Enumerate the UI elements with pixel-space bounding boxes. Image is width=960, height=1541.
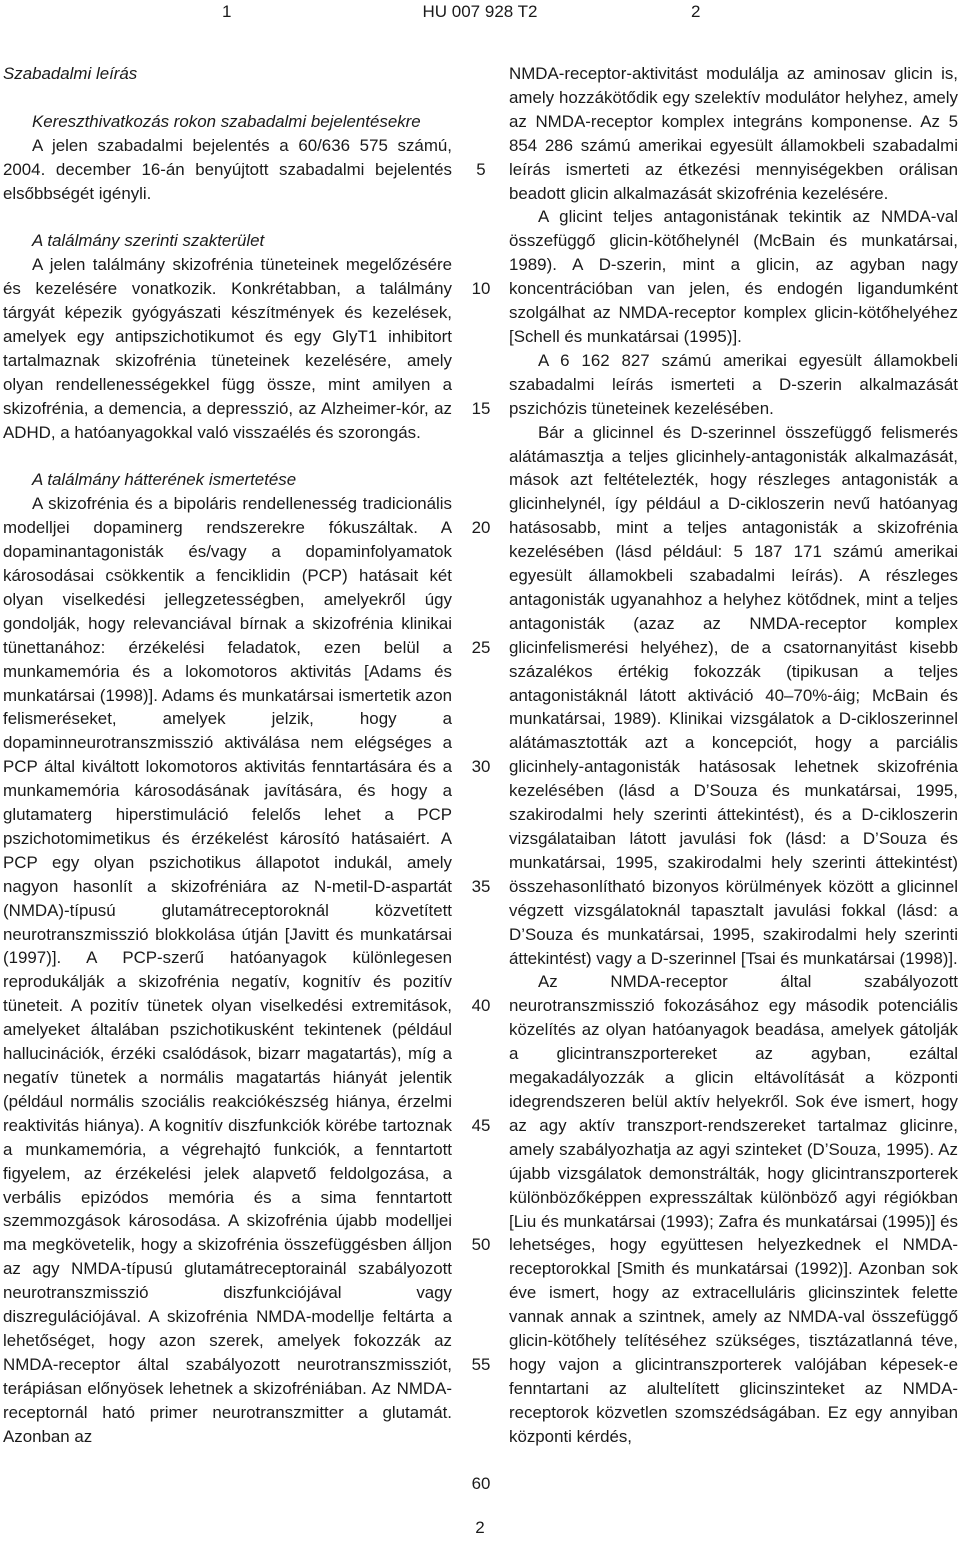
right-paragraph-4: Bár a glicinnel és D-szerinnel összefüggő felismerés alátámasztja a teljes glicinhely-antagonisták alkalmazását, mások azt feltételezték, hogy részleges antagonisták a glicinhelynél, így például a D-cikloszerin nevű hatóanyag hatásosabb, mint a teljes antagonisták a skizofrénia kezelésében (lásd például: 5 187 171 számú amerikai egyesült államokbeli szabadalmi leírás). A részleges antagonisták ugyanahhoz a helyhez kötődnek, mint a teljes antagonisták (azaz az NMDA-receptor komplex glicinfelismerési helyéhez), de a csatornanyitást kisebb százalékos értékig fokozzák (tipikusan a teljes antagonistáknál látott aktiváció 40–70%-áig; McBain és munkatársai, 1989). Klinikai vizsgálatok a D-cikloszerinnel alátámasztották azt a koncepciót, hogy a parciális glicinhely-antagonisták hatásosak lehetnek skizofrénia kezelésében (lásd a D’Souza és munkatársai, 1995, szakirodalmi hely szerinti áttekintést), és a D-cikloszerin vizsgálataiban látott javulási fok (lásd: a D’Souza és munkatársai, 1995, szakirodalmi hely szerinti áttekintést) összehasonlítható bizonyos körülmények között a glicinnel végzett vizsgálatoknál tapasztalt javulási fokkal (lásd: a D’Souza és munkatársai, 1995, szakirodalmi hely szerinti áttekintést) vagy a D-szerinnel [Tsai és munkatársai (1998)]. [509, 422, 958, 968]
line-number: 20 [471, 518, 491, 538]
patent-number: HU 007 928 T2 [422, 2, 538, 21]
cross-reference-heading: Kereszthivatkozás rokon szabadalmi bejelentésekre [32, 111, 421, 131]
page-footer-number: 2 [475, 1518, 485, 1537]
line-number: 10 [471, 279, 491, 299]
line-number: 25 [471, 637, 491, 657]
left-column [3, 62, 452, 1449]
field-text: A jelen találmány skizofrénia tüneteinek megelőzésére és kezelésére vonatkozik. Konkrétabban, a találmány tárgyát képezik gyógyászati készítmények és kezelések, amelyek egy antipszichotikumot és egy GlyT1 inhibitort tartalmaznak skizofrénia tüneteinek kezelésére, amely olyan rendellenességekkel függ össze, mint amilyen a skizofrénia, a demencia, a depresszió, az Alzheimer-kór, az ADHD, a hatóanyagokkal való visszaélés és szorongás. [3, 255, 452, 442]
document-title: Szabadalmi leírás [3, 64, 138, 83]
cross-reference-text: A jelen szabadalmi bejelentés a 60/636 575 számú, 2004. december 16-án benyújtott szabadalmi bejelentés elsőbbségét igényli. [3, 135, 452, 203]
line-number: 50 [471, 1235, 491, 1255]
page-header [0, 0, 960, 24]
background-heading: A találmány hátterének ismertetése [32, 470, 297, 490]
background-text: A skizofrénia és a bipoláris rendellenesség tradicionális modelljei dopaminerg rendszerekre fókuszáltak. A dopaminantagonisták és/vagy a dopaminfolyamatok károsodásai csökkentik a fenciklidin (PCP) hatásait két olyan viselkedési jellegzetességben, amelyekről úgy gondolják, hogy relevanciával bírnak a skizofrénia klinikai tünettanához: érzékelési feladatok, ezen belül a munkamemória és a lokomotoros aktivitás [Adams és munkatársai (1998)]. Adams és munkatársai ismertetik azon felismeréseket, amelyek jelzik, hogy a dopaminneurotranszmisszió aktiválása nem elégséges a PCP által kiváltott lokomotoros aktivitás fenntartására és a munkamemória károsodásának javítására, és hogy a glutamaterg hiperstimuláció felelős lehet a PCP pszichotomimetikus és érzékelést károsító hatásaiért. A PCP egy olyan pszichotikus állapotot indukál, amely nagyon hasonlít a skizofréniára az N-metil-D-aspartát (NMDA)-típusú glutamátreceptoroknál közvetített neurotranszmisszió blokkolása útján [Javitt és munkatársai (1997)]. A PCP-szerű hatóanyagok különlegesen reprodukálják a skizofrénia negatív, kognitív és pozitív tüneteit. A pozitív tünetek olyan viselkedési extremitások, amelyeket általában pszichotikusként tekintenek (például hallucinációk, érzéki csalódások, bizarr magatartás), míg a negatív tünetek a normális magatartás hiányát jelentik (például normális szociális reakciókészség hiánya, érzelmi reaktivitás hiánya). A kognitív diszfunkciók körébe tartoznak a munkamemória, a végrehajtó funkciók, a fenntartott figyelem, az érzékelési jelek alapvető feldolgozása, a verbális epizódos memória és a sima fenntartott szemmozgások károsodása. A skizofrénia újabb modelljei ma megkövetelik, hogy a skizofrénia összefüggésben álljon az agy NMDA-típusú glutamátreceptorainál szabályozott neurotranszmisszió diszfunkciójával vagy diszregulációjával. A skizofrénia NMDA-modellje feltárta a lehetőséget, hogy azon szerek, amelyek fokozzák az NMDA-receptor által szabályozott neurotranszmissziót, terápiásan előnyösek lehetnek a skizofréniában. Az NMDA-receptornál ható primer neurotranszmitter a glutamát. Azonban az [3, 494, 452, 1446]
right-paragraph-2: A glicint teljes antagonistának tekintik az NMDA-val összefüggő glicin-kötőhelynél (McBain és munkatársai, 1989). A D-szerin, mint a glicin, az agyban nagy koncentrációban van jelen, és endogén ligandumként szolgálhat az NMDA-receptor komplex glicin-kötőhelyéhez [Schell és munkatársai (1995)]. [509, 207, 958, 346]
line-number: 45 [471, 1115, 491, 1135]
line-number: 40 [471, 996, 491, 1016]
line-number: 60 [471, 1474, 491, 1494]
line-number: 5 [476, 159, 486, 179]
left-page-number: 1 [222, 2, 232, 21]
line-number: 35 [471, 876, 491, 896]
right-column [509, 62, 958, 1449]
right-paragraph-5: Az NMDA-receptor által szabályozott neurotranszmisszió fokozásához egy második potenciális közelítés az olyan hatóanyagok beadása, amelyek gátolják a glicintranszportereket az agyban, ezáltal megakadályozzák a glicin eltávolítását a központi idegrendszeren belül aktív helyekről. Sok éve ismert, hogy az agy aktív transzport-rendszereket tartalmaz glicinre, amely szabályozhatja az agyi szinteket (D’Souza, 1995). Az újabb vizsgálatok demonstrálták, hogy glicintranszporterek különbözőképpen expresszáltak különböző agyi régiókban [Liu és munkatársai (1993); Zafra és munkatársai (1995)] és lehetséges, hogy együttesen helyezkednek el NMDA-receptorokkal [Smith és munkatársai (1992)]. Azonban sok éve ismert, hogy az extracelluláris glicinszintek felette vannak annak a szintnek, amely az NMDA-val összefüggő glicin-kötőhely telítéséhez szükséges, tisztázatlanná téve, hogy vajon a glicintranszporterek valójában képesek-e fenntartani az alultelített glicinszinteket az NMDA-receptorok közvetlen szomszédságában. Ez egy annyiban központi kérdés, [509, 972, 958, 1446]
line-number: 55 [471, 1354, 491, 1374]
line-numbers [456, 62, 506, 1494]
field-heading: A találmány szerinti szakterület [32, 231, 265, 251]
line-number: 30 [471, 757, 491, 777]
right-paragraph-3: A 6 162 827 számú amerikai egyesült államokbeli szabadalmi leírás ismerteti a D-szerin alkalmazását pszichózis tüneteinek kezelésében. [509, 350, 958, 418]
right-paragraph-1: NMDA-receptor-aktivitást modulálja az aminosav glicin is, amely hozzákötődik egy szelektív modulátor helyhez, amely az NMDA-receptor komplex integráns komponense. Az 5 854 286 számú amerikai egyesült államokbeli szabadalmi leírás ismerteti az étkezési mennyiségekben orálisan beadott glicin alkalmazását skizofrénia kezelésére. [509, 64, 958, 203]
line-number: 15 [471, 398, 491, 418]
right-page-number: 2 [691, 2, 701, 21]
